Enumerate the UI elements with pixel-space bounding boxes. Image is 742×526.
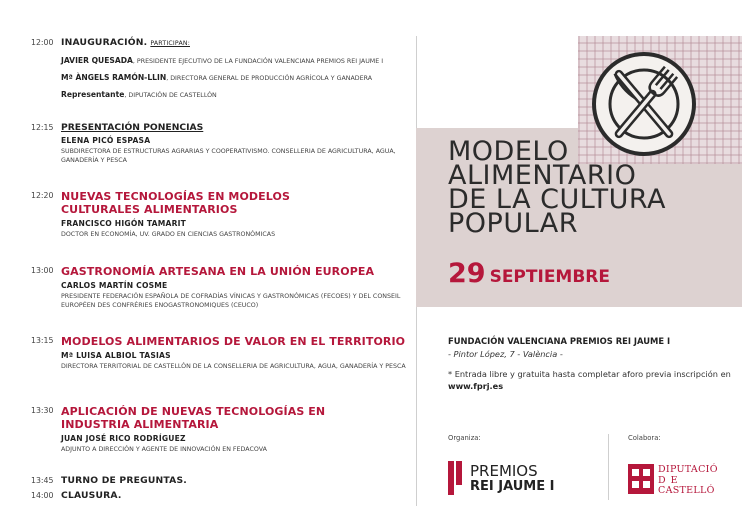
agenda-title: MODELOS ALIMENTARIOS DE VALOR EN EL TERRITORIO [61, 335, 406, 348]
event-date: 29 SEPTIEMBRE [448, 258, 611, 289]
website-link[interactable]: www.fprj.es [448, 381, 504, 391]
agenda-time: 13:00 [31, 266, 54, 275]
agenda-title: INAUGURACIÓN. PARTICIPAN: [61, 37, 190, 48]
venue-info [448, 336, 738, 392]
agenda-title: GASTRONOMÍA ARTESANA EN LA UNIÓN EUROPEA [61, 265, 375, 278]
agenda-title: CLAUSURA. [61, 490, 122, 501]
speaker-name: CARLOS MARTÍN COSME [61, 281, 168, 290]
diputacio-castello-logo: DIPUTACIÓ DE CASTELLÓ [628, 462, 740, 496]
agenda-time: 12:00 [31, 38, 54, 47]
poster-panel [416, 0, 742, 526]
speaker-role: PRESIDENTE FEDERACIÓN ESPAÑOLA DE COFRADÍAS VÍNICAS Y GASTRONÓMICAS (FECOES) Y DEL CONSEIL EUROPÉEN DES CONFRÉRIES ENOGASTRONOMIQUES (CEUCO) [61, 293, 401, 309]
speaker-role: DOCTOR EN ECONOMÍA, UV. GRADO EN CIENCIAS GASTRONÓMICAS [61, 231, 276, 238]
participant: JAVIER QUESADA, PRESIDENTE EJECUTIVO DE LA FUNDACIÓN VALENCIANA PREMIOS REI JAUME I [61, 56, 384, 65]
speaker-role: SUBDIRECTORA DE ESTRUCTURAS AGRARIAS Y COOPERATIVISMO. CONSELLERIA DE AGRICULTURA, AGUA, GANADERÍA Y PESCA [61, 148, 396, 164]
agenda-title: APLICACIÓN DE NUEVAS TECNOLOGÍAS EN INDUSTRIA ALIMENTARIA [61, 405, 326, 431]
agenda-time: 13:30 [31, 406, 54, 415]
diputacio-seal-icon [628, 464, 654, 494]
venue-name: FUNDACIÓN VALENCIANA PREMIOS REI JAUME I [448, 336, 671, 346]
agenda-time: 14:00 [31, 491, 54, 500]
agenda-title: PRESENTACIÓN PONENCIAS [61, 122, 204, 133]
poster-title: MODELO ALIMENTARIO DE LA CULTURA POPULAR [448, 136, 666, 239]
organiza-label: Organiza: [448, 434, 481, 442]
organizers-divider [608, 434, 609, 500]
agenda-title: TURNO DE PREGUNTAS. [61, 475, 187, 486]
agenda-time: 13:15 [31, 336, 54, 345]
speaker-name: FRANCISCO HIGÓN TAMARIT [61, 219, 187, 228]
agenda-title: NUEVAS TECNOLOGÍAS EN MODELOS CULTURALES ALIMENTARIOS [61, 190, 290, 216]
participant: Representante, DIPUTACIÓN DE CASTELLÓN [61, 90, 217, 99]
agenda-time: 12:15 [31, 123, 54, 132]
speaker-name: Mª LUISA ALBIOL TASIAS [61, 351, 171, 360]
speaker-name: ELENA PICÓ ESPASA [61, 136, 151, 145]
speaker-role: DIRECTORA TERRITORIAL DE CASTELLÓN DE LA CONSELLERIA DE AGRICULTURA, AGUA, GANADERÍA Y PESCA [61, 363, 406, 370]
speaker-role: ADJUNTO A DIRECCIÓN Y AGENTE DE INNOVACIÓN EN FEDACOVA [61, 446, 267, 453]
agenda-time: 12:20 [31, 191, 54, 200]
agenda-time: 13:45 [31, 476, 54, 485]
premios-rei-jaume-logo: PREMIOS REI JAUME I [448, 461, 588, 495]
participant: Mª ÀNGELS RAMÓN-LLIN, DIRECTORA GENERAL DE PRODUCCIÓN AGRÍCOLA Y GANADERA [61, 73, 373, 82]
colabora-label: Colabora: [628, 434, 661, 442]
registration-note: * Entrada libre y gratuita hasta completar aforo previa inscripción en www.fprj.es [448, 369, 731, 391]
speaker-name: JUAN JOSÉ RICO RODRÍGUEZ [61, 434, 186, 443]
venue-address: - Pintor López, 7 - València - [448, 349, 563, 359]
participants-label: PARTICIPAN: [150, 40, 190, 47]
